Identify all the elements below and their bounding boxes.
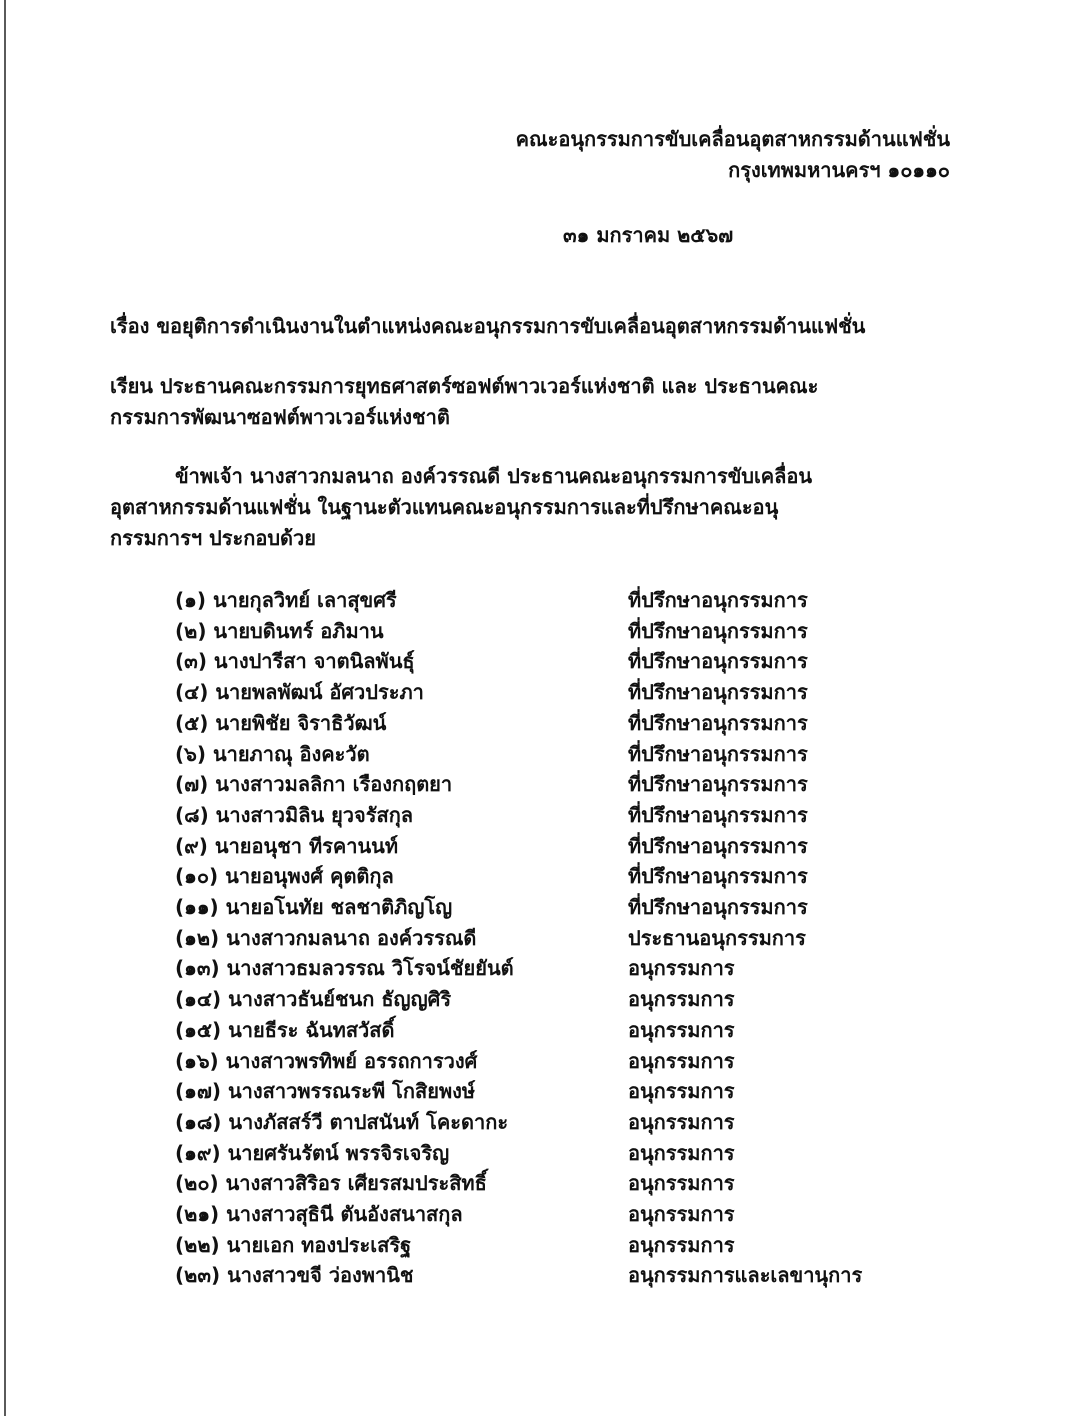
- member-name: (๒๓) นางสาวขจี ว่องพานิช: [175, 1263, 414, 1287]
- member-name: (๕) นายพิชัย จิราธิวัฒน์: [175, 711, 387, 735]
- member-role: อนุกรรมการ: [628, 1110, 735, 1134]
- body-line-2: อุตสาหกรรมด้านแฟชั่น ในฐานะตัวแทนคณะอนุกรรมการและที่ปรึกษาคณะอนุ: [110, 495, 779, 519]
- member-name: (๑๗) นางสาวพรรณระพี โกสิยพงษ์: [175, 1079, 476, 1103]
- member-name: (๑๘) นางภัสสร์วี ตาปสนันท์ โคะดากะ: [175, 1110, 509, 1134]
- member-name: (๒๒) นายเอก ทองประเสริฐ: [175, 1233, 412, 1257]
- member-role: ที่ปรึกษาอนุกรรมการ: [628, 742, 808, 766]
- letter-date: ๓๑ มกราคม ๒๕๖๗: [563, 223, 734, 247]
- member-role: ที่ปรึกษาอนุกรรมการ: [628, 588, 808, 612]
- body-line-1: ข้าพเจ้า นางสาวกมลนาถ องค์วรรณดี ประธานคณะอนุกรรมการขับเคลื่อน: [175, 464, 813, 488]
- member-role: อนุกรรมการ: [628, 987, 735, 1011]
- member-name: (๑๖) นางสาวพรทิพย์ อรรถการวงศ์: [175, 1049, 478, 1073]
- member-role: ที่ปรึกษาอนุกรรมการ: [628, 864, 808, 888]
- member-name: (๑๐) นายอนุพงศ์ คุตติกุล: [175, 864, 394, 888]
- member-name: (๑๒) นางสาวกมลนาถ องค์วรรณดี: [175, 926, 477, 950]
- org-name: คณะอนุกรรมการขับเคลื่อนอุตสาหกรรมด้านแฟชั่น: [515, 127, 950, 151]
- member-name: (๑๔) นางสาวธันย์ชนก ธัญญศิริ: [175, 987, 452, 1011]
- member-name: (๗) นางสาวมลลิกา เรืองกฤตยา: [175, 772, 453, 796]
- member-role: ที่ปรึกษาอนุกรรมการ: [628, 895, 808, 919]
- member-role: อนุกรรมการ: [628, 1202, 735, 1226]
- member-name: (๑๑) นายอโนทัย ชลชาติภิญโญ: [175, 895, 453, 919]
- member-role: อนุกรรมการ: [628, 956, 735, 980]
- member-name: (๓) นางปารีสา จาตนิลพันธุ์: [175, 649, 415, 673]
- member-role: ที่ปรึกษาอนุกรรมการ: [628, 803, 808, 827]
- member-role: อนุกรรมการ: [628, 1079, 735, 1103]
- page-edge-line: [4, 0, 6, 1416]
- member-name: (๙) นายอนุชา ทีรคานนท์: [175, 834, 399, 858]
- member-name: (๒๑) นางสาวสุธินี ตันอังสนาสกุล: [175, 1202, 463, 1226]
- member-name: (๑๙) นายศรันรัตน์ พรรจิรเจริญ: [175, 1141, 450, 1165]
- member-role: อนุกรรมการและเลขานุการ: [628, 1263, 863, 1287]
- recipient-line-1: เรียน ประธานคณะกรรมการยุทธศาสตร์ซอฟต์พาวเวอร์แห่งชาติ และ ประธานคณะ: [110, 374, 819, 398]
- member-role: อนุกรรมการ: [628, 1233, 735, 1257]
- member-name: (๑) นายกุลวิทย์ เลาสุขศรี: [175, 588, 397, 612]
- member-role: ที่ปรึกษาอนุกรรมการ: [628, 680, 808, 704]
- member-role: อนุกรรมการ: [628, 1049, 735, 1073]
- member-role: ที่ปรึกษาอนุกรรมการ: [628, 711, 808, 735]
- member-role: ที่ปรึกษาอนุกรรมการ: [628, 834, 808, 858]
- member-name: (๒๐) นางสาวสิริอร เศียรสมประสิทธิ์: [175, 1171, 487, 1195]
- org-city: กรุงเทพมหานครฯ ๑๐๑๑๐: [728, 158, 950, 182]
- member-role: อนุกรรมการ: [628, 1171, 735, 1195]
- member-role: ที่ปรึกษาอนุกรรมการ: [628, 619, 808, 643]
- member-name: (๖) นายภาณุ อิงคะวัต: [175, 742, 370, 766]
- member-role: ที่ปรึกษาอนุกรรมการ: [628, 649, 808, 673]
- subject-line: เรื่อง ขอยุติการดำเนินงานในตำแหน่งคณะอนุกรรมการขับเคลื่อนอุตสาหกรรมด้านแฟชั่น: [110, 314, 866, 338]
- member-name: (๒) นายบดินทร์ อภิมาน: [175, 619, 384, 643]
- member-role: ที่ปรึกษาอนุกรรมการ: [628, 772, 808, 796]
- member-name: (๑๓) นางสาวธมลวรรณ วิโรจน์ชัยยันต์: [175, 956, 514, 980]
- member-role: ประธานอนุกรรมการ: [628, 926, 806, 950]
- member-name: (๔) นายพลพัฒน์ อัศวประภา: [175, 680, 424, 704]
- member-name: (๑๕) นายธีระ ฉันทสวัสดิ์: [175, 1018, 395, 1042]
- member-role: อนุกรรมการ: [628, 1018, 735, 1042]
- recipient-line-2: กรรมการพัฒนาซอฟต์พาวเวอร์แห่งชาติ: [110, 405, 450, 429]
- member-name: (๘) นางสาวมิลิน ยุวจรัสกุล: [175, 803, 414, 827]
- body-line-3: กรรมการฯ ประกอบด้วย: [110, 526, 316, 550]
- member-role: อนุกรรมการ: [628, 1141, 735, 1165]
